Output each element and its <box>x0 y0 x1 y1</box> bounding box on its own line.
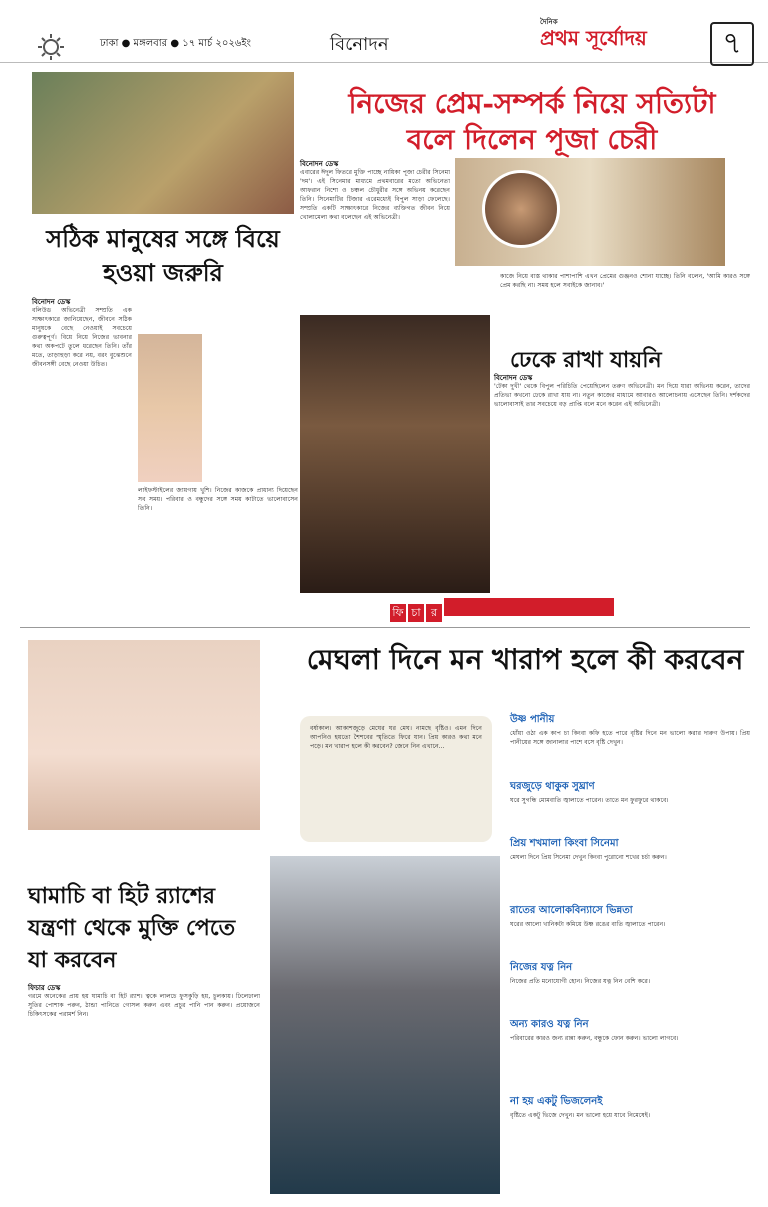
masthead <box>0 0 768 63</box>
actress-photo <box>138 334 202 482</box>
page-number: ৭ <box>710 22 754 66</box>
actress-portrait <box>300 315 490 593</box>
left-byline: বিনোদন ডেস্ক <box>32 298 71 306</box>
intro-text: বর্ষাকাল। আকাশজুড়ে মেঘের ঘর মেঘ। নামছে বৃষ্টিও। এমন দিনে আপনিও হয়তো শৈশবের স্মৃতিতে ফিরে যান। প্রিয় কারও কথা মনে পড়ে। মন খারাপ হলে কী করবেন? জেনে নিন এখানে... <box>310 725 482 750</box>
bottom-headline: মেঘলা দিনে মন খারাপ হলে কী করবেন <box>306 643 744 676</box>
top-headline: নিজের প্রেম-সম্পর্ক নিয়ে সত্যিটা বলে দিলেন পূজা চেরী <box>348 87 716 156</box>
left-body: বলিউড অভিনেত্রী সম্প্রতি এক সাক্ষাৎকারে জানিয়েছেন, জীবনে সঠিক মানুষকে বেছে নেওয়াই সবচেয়ে গুরুত্বপূর্ণ। বিয়ে নিয়ে নিজের ভাবনার কথা অকপটে তুলে ধরেছেন তিনি। তাঁর মতে, তাড়াহুড়া করে নয়, বরং বুঝেশুনে জীবনসঙ্গী বেছে নেওয়া উচিত। <box>32 307 132 368</box>
sun-icon <box>38 34 64 60</box>
mid-headline: ঢেকে রাখা যায়নি <box>510 347 662 373</box>
top-body: এবারের ঈদুল ফিতরে মুক্তি পাচ্ছে নায়িকা পূজা চেরীর সিনেমা 'দম'। এই সিনেমার মাধ্যমে প্রথমবারের মতো অভিনেতা আফরান নিশো ও চঞ্চল চৌধুরীর সঙ্গে অভিনয় করেছেন তিনি। সিনেমাটির টিজার এরেমধ্যেই বিপুল সাড়া ফেলেছে। সম্প্রতি একটি সাক্ষাৎকারে নিজের ব্যক্তিগত জীবন নিয়ে খোলামেলা কথা বলেছেন এই অভিনেত্রী। <box>300 169 450 221</box>
couple-photo <box>32 72 294 214</box>
mid-body: 'টেকা দুখী' থেকে বিপুল পরিচিতি পেয়েছিলেন তরুণ অভিনেত্রী। মন দিয়ে যারা অভিনয় করেন, তাদের প্রতিভা কখনো ঢেকে রাখা যায় না। নতুন কাজের মাধ্যমে আবারও আলোচনায় এসেছেন তিনি। দর্শকদের ভালোবাসাই তার সবচেয়ে বড় প্রাপ্তি বলে মনে করেন এই অভিনেত্রী। <box>494 383 750 408</box>
newspaper-logo: দৈনিক প্রথম সূর্যোদয় <box>540 17 647 50</box>
puja-cherry-portrait <box>482 170 560 248</box>
top-byline: বিনোদন ডেস্ক <box>300 160 339 168</box>
heat-rash-photo <box>28 640 260 830</box>
left-body-2: লাইফস্টাইলের জায়গায় খুশি। নিজের কাজকে প্রাধান্য দিয়েছেন সব সময়। পরিবার ও বন্ধুদের সঙ্গে সময় কাটাতে ভালোবাসেন তিনি। <box>138 487 298 512</box>
heat-body: গরমে অনেকের প্রায় হয় ঘামাচি বা হিট র‍্যাশ। ত্বকে লালচে ফুসকুড়ি হয়, চুলকায়। ঢিলেঢালা সুতির পোশাক পরুন, ঠান্ডা পানিতে গোসল করুন এবং প্রচুর পানি পান করুন। প্রয়োজনে চিকিৎসকের পরামর্শ নিন। <box>28 993 260 1018</box>
heat-headline: ঘামাচি বা হিট র‍্যাশের যন্ত্রণা থেকে মুক্তি পেতে যা করবেন <box>28 883 236 973</box>
top-body-right: কাজে নিয়ে ব্যস্ত থাকার পাশাপাশি এখন প্রেমের গুঞ্জনও শোনা যাচ্ছে। তিনি বলেন, 'আমি কারও সঙ্গে প্রেম করছি না। সময় হলে সবাইকে জানাব।' <box>500 273 750 289</box>
left-headline: সঠিক মানুষের সঙ্গে বিয়ে হওয়া জরুরি <box>46 224 280 287</box>
woman-window-photo <box>270 856 500 1194</box>
section-title: বিনোদন <box>330 34 389 55</box>
feature-label: ফি চা র <box>390 598 616 616</box>
issue-date: ঢাকা ● মঙ্গলবার ● ১৭ মার্চ ২০২৬ইং <box>100 38 251 49</box>
heat-byline: ফিচার ডেস্ক <box>28 984 61 992</box>
mid-byline: বিনোদন ডেস্ক <box>494 374 533 382</box>
section-divider <box>20 627 750 628</box>
tips-list: উষ্ণ পানীয় ধোঁয়া ওঠা এক কাপ চা কিংবা কফি হতে পারে বৃষ্টির দিনে মন ভালো করার দারুণ উপায়। প্রিয় পানীয়ের সঙ্গে জানালার পাশে বসে বৃষ্টি দেখুন। ঘরজুড়ে থাকুক সুঘ্রাণ ঘরে সুগন্ধি মোমবাতি জ্বালাতে পারেন। তাতে মন ফুরফুরে থাকবে। প্রিয় শখমালা কিংবা সিনেমা মেঘলা দিনে প্রিয় সিনেমা দেখুন কিংবা পুরোনো শখের চর্চা করুন। রাতের আলোকবিন্যাসে ভিন্নতা ঘরের আলো খানিকটা কমিয়ে উষ্ণ রঙের বাতি জ্বালাতে পারেন। নিজের যত্ন নিন নিজের প্রতি মনোযোগী হোন। নিজের যত্ন নিন বেশি করে। অন্য কারও যত্ন নিন পরিবারের কারও জন্য রান্না করুন, বন্ধুকে ফোন করুন। ভালো লাগবে। না হয় একটু ভিজলেনই বৃষ্টিতে একটু ভিজে দেখুন। মন ভালো হয়ে যাবে নিমেষেই। <box>510 714 750 1119</box>
